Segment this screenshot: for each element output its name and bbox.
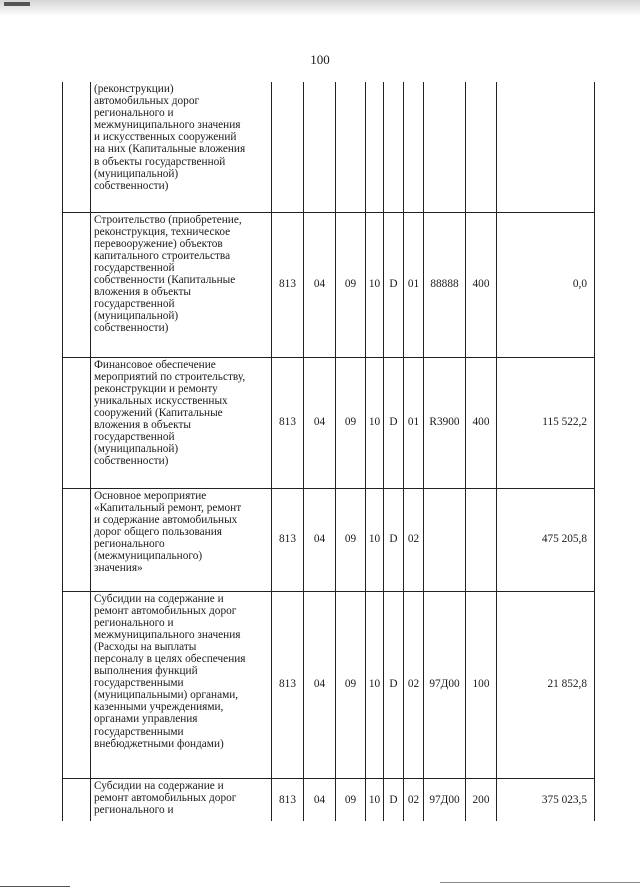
code-cell-c4: 10 (366, 212, 384, 357)
description-line: вложения в объекты (94, 286, 191, 299)
description-line: сооружений (Капитальные (94, 406, 223, 419)
description-line: государственными (94, 725, 184, 738)
description-line: «Капитальный ремонт, ремонт (94, 501, 242, 514)
description-line: государственной (94, 431, 175, 444)
table-row (63, 212, 595, 357)
description-line: на них (Капитальные вложения (94, 143, 246, 156)
code-cell-c5: D (384, 212, 404, 357)
amount-cell: 475 205,8 (497, 488, 595, 591)
description-line: автомобильных дорог (94, 95, 200, 108)
code-cell-c2: 04 (304, 488, 336, 591)
description-line: Субсидии на содержание и (94, 779, 224, 792)
description-line: (муниципальными) органами, (94, 689, 239, 702)
description-line: уникальных искусственных (94, 394, 228, 407)
amount-cell (497, 82, 595, 212)
description-line: межмуниципального значения (94, 119, 241, 132)
code-cell-c4 (366, 82, 384, 212)
code-cell-c8: 200 (466, 778, 497, 821)
table-row (63, 357, 595, 488)
code-cell-c3 (336, 82, 366, 212)
table-row (63, 778, 595, 821)
code-cell-c7: R3900 (424, 357, 466, 488)
code-cell-c2: 04 (304, 591, 336, 778)
code-cell-c8 (466, 82, 497, 212)
code-cell-c8 (466, 488, 497, 591)
code-cell-c3: 09 (336, 212, 366, 357)
blank-cell (63, 778, 91, 821)
description-line: (реконструкции) (94, 83, 174, 95)
description-line: ремонт автомобильных дорог (94, 604, 237, 617)
description-cell (91, 357, 272, 488)
description-line: Основное мероприятие (94, 489, 207, 502)
description-cell (91, 778, 272, 821)
table-row (63, 591, 595, 778)
code-cell-c5: D (384, 778, 404, 821)
code-cell-c2: 04 (304, 212, 336, 357)
description-line: ремонт автомобильных дорог (94, 791, 237, 804)
description-line: государственными (94, 677, 184, 690)
scan-line (0, 886, 70, 887)
table-row (63, 488, 595, 591)
description-line: (межмуниципального) (94, 549, 203, 562)
description-line: реконструкция, техническое (94, 225, 231, 238)
code-cell-c3: 09 (336, 357, 366, 488)
code-cell-c6: 01 (404, 357, 424, 488)
code-cell-c1: 813 (272, 488, 304, 591)
description-line: вложения в объекты (94, 418, 191, 431)
description-line: собственности (Капитальные (94, 273, 236, 286)
description-cell (91, 591, 272, 778)
code-cell-c7 (424, 82, 466, 212)
description-line: регионального и (94, 616, 174, 629)
code-cell-c7: 97Д00 (424, 778, 466, 821)
description-line: (Расходы на выплаты (94, 640, 197, 653)
description-line: собственности) (94, 179, 169, 192)
code-cell-c2: 04 (304, 357, 336, 488)
code-cell-c4: 10 (366, 591, 384, 778)
description-line: Финансовое обеспечение (94, 358, 216, 371)
scan-line (440, 882, 640, 883)
description-line: Субсидии на содержание и (94, 592, 224, 605)
code-cell-c5: D (384, 591, 404, 778)
code-cell-c3: 09 (336, 488, 366, 591)
description-line: в объекты государственной (94, 155, 226, 168)
description-line: регионального и (94, 803, 174, 816)
amount-cell: 115 522,2 (497, 357, 595, 488)
code-cell-c1: 813 (272, 357, 304, 488)
page-number: 100 (310, 52, 330, 67)
description-cell (91, 82, 272, 212)
description-line: мероприятий по строительству, (94, 370, 246, 383)
description-cell (91, 212, 272, 357)
code-cell-c4: 10 (366, 488, 384, 591)
description-line: собственности) (94, 455, 169, 468)
amount-cell: 0,0 (497, 212, 595, 357)
code-cell-c6: 02 (404, 488, 424, 591)
description-line: регионального и (94, 107, 174, 120)
description-line: (муниципальной) (94, 167, 179, 180)
table-row (63, 82, 595, 212)
code-cell-c6: 02 (404, 778, 424, 821)
blank-cell (63, 82, 91, 212)
code-cell-c6: 01 (404, 212, 424, 357)
amount-cell: 21 852,8 (497, 591, 595, 778)
description-line: государственной (94, 298, 175, 311)
code-cell-c8: 400 (466, 212, 497, 357)
code-cell-c1: 813 (272, 212, 304, 357)
scan-mark (4, 2, 30, 6)
code-cell-c3: 09 (336, 778, 366, 821)
description-line: (муниципальной) (94, 443, 179, 456)
description-line: капитального строительства (94, 249, 231, 262)
description-line: дорог общего пользования (94, 525, 222, 538)
blank-cell (63, 488, 91, 591)
scan-bottom-edge (0, 874, 640, 896)
description-line: персоналу в целях обеспечения (94, 652, 246, 665)
code-cell-c2: 04 (304, 778, 336, 821)
amount-cell: 375 023,5 (497, 778, 595, 821)
code-cell-c1: 813 (272, 591, 304, 778)
blank-cell (63, 357, 91, 488)
description-line: и содержание автомобильных (94, 513, 238, 526)
code-cell-c7: 97Д00 (424, 591, 466, 778)
code-cell-c2 (304, 82, 336, 212)
code-cell-c4: 10 (366, 778, 384, 821)
code-cell-c5: D (384, 488, 404, 591)
description-line: регионального (94, 537, 165, 550)
description-line: перевооружение) объектов (94, 237, 223, 250)
description-line: (муниципальной) (94, 310, 179, 323)
code-cell-c3: 09 (336, 591, 366, 778)
description-line: внебюджетными фондами) (94, 737, 224, 750)
description-line: реконструкции и ремонту (94, 382, 218, 395)
blank-cell (63, 212, 91, 357)
code-cell-c7: 88888 (424, 212, 466, 357)
table-body (63, 82, 595, 821)
description-line: государственной (94, 261, 175, 274)
description-line: Строительство (приобретение, (94, 213, 242, 226)
code-cell-c1 (272, 82, 304, 212)
budget-table (62, 82, 595, 821)
code-cell-c8: 100 (466, 591, 497, 778)
code-cell-c8: 400 (466, 357, 497, 488)
code-cell-c5: D (384, 357, 404, 488)
code-cell-c6 (404, 82, 424, 212)
description-line: значения» (94, 562, 143, 575)
description-cell (91, 488, 272, 591)
code-cell-c7 (424, 488, 466, 591)
code-cell-c5 (384, 82, 404, 212)
scan-top-edge (0, 0, 640, 16)
description-line: выполнения функций (94, 665, 198, 678)
description-line: казенными учреждениями, (94, 701, 224, 714)
description-line: межмуниципального значения (94, 628, 241, 641)
description-line: и искусственных сооружений (94, 131, 237, 144)
description-line: органами управления (94, 713, 198, 726)
description-line: собственности) (94, 322, 169, 335)
code-cell-c4: 10 (366, 357, 384, 488)
code-cell-c1: 813 (272, 778, 304, 821)
code-cell-c6: 02 (404, 591, 424, 778)
blank-cell (63, 591, 91, 778)
